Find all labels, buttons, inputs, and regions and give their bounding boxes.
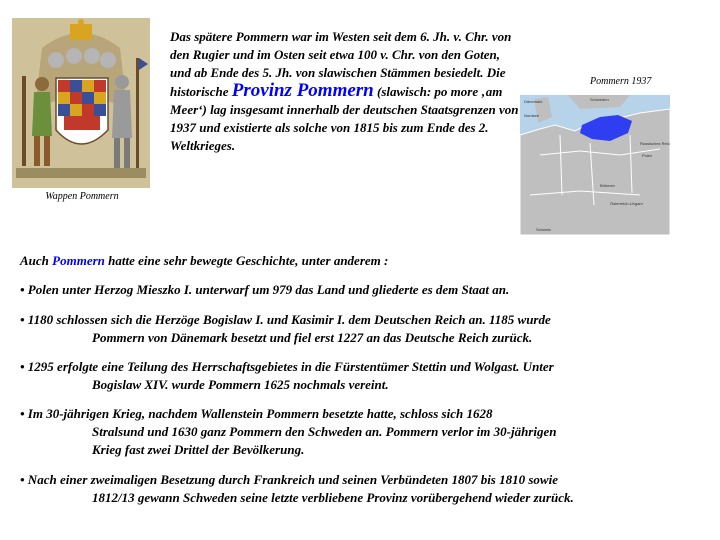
crown-shape <box>70 24 92 40</box>
history-item-continuation: 1812/13 gewann Schweden seine letzte verbliebene Provinz vorübergehend wieder zurück. <box>92 490 574 505</box>
history-item-line: • Im 30-jährigen Krieg, nachdem Wallenstein Pommern besetzte hatte, schloss sich 1628 <box>20 406 493 421</box>
intro-text-before: Das spätere Pommern war im Westen seit dem 6. Jh. v. Chr. von den Rugier und im Osten seit etwa 100 v. Chr. von den Goten, und ab Ende des 5. Jh. von slawischen Stämmen besiedelt. Die historische <box>170 29 512 99</box>
map-label-bohmen: Böhmen <box>600 183 615 188</box>
intro-paragraph <box>170 28 520 155</box>
history-item-continuation: Pommern von Dänemark besetzt und fiel erst 1227 an das Deutsche Reich zurück. <box>92 330 533 345</box>
history-item-line: • Nach einer zweimaligen Besetzung durch Frankreich und seinen Verbündeten 1807 bis 1810 sowie <box>20 472 558 487</box>
history-intro <box>20 253 388 269</box>
ground-shape <box>16 168 146 178</box>
province-title: Provinz Pommern <box>231 80 374 101</box>
crown-top-shape <box>78 19 84 25</box>
history-item <box>20 281 700 299</box>
map-label-schweden: Schweden <box>590 97 609 102</box>
map-label-polen: Polen <box>642 153 653 158</box>
history-item-line: • Polen unter Herzog Mieszko I. unterwarf um 979 das Land und gliederte es dem Staat an. <box>20 282 510 297</box>
history-item <box>20 311 700 347</box>
coat-of-arms-drawing <box>12 18 150 188</box>
history-item-line: • 1180 schlossen sich die Herzöge Bogislaw I. und Kasimir I. dem Deutschen Reich an. 1185 wurde <box>20 312 551 327</box>
history-item-continuation: Stralsund und 1630 ganz Pommern den Schweden an. Pommern verlor im 30-jährigen <box>92 424 557 439</box>
history-item-continuation: Krieg fast zwei Drittel der Bevölkerung. <box>92 442 305 457</box>
intro-text-after: (slawisch: po more ‚am Meer‘) lag insgesamt innerhalb der deutschen Staatsgrenzen von 1937 und existierte als solche von 1815 bis zum Ende des 2. Weltkrieges. <box>170 84 519 153</box>
history-intro-after: hatte eine sehr bewegte Geschichte, unter anderem : <box>104 253 389 268</box>
map-label-danemark: Dänemark <box>524 99 543 104</box>
map-drawing <box>520 95 670 235</box>
history-intro-before: Auch <box>20 253 53 268</box>
history-item <box>20 471 700 507</box>
coat-of-arms-caption: Wappen Pommern <box>45 191 119 202</box>
map-caption: Pommern 1937 <box>590 76 652 87</box>
history-item <box>20 358 700 394</box>
coat-of-arms-image <box>12 18 150 188</box>
history-item <box>20 405 700 459</box>
map-label-nordsee: Nordsee <box>524 113 540 118</box>
map-pommern-1937 <box>520 95 670 235</box>
map-label-osterreich-ungarn: Österreich-Ungarn <box>610 201 643 206</box>
history-item-continuation: Bogislaw XIV. wurde Pommern 1625 nochmals vereint. <box>92 377 389 392</box>
history-pommern-highlight: Pommern <box>52 253 105 268</box>
shield-fields <box>58 80 106 130</box>
history-item-line: • 1295 erfolgte eine Teilung des Herrschaftsgebietes in die Fürstentümer Stettin und Wolgast. Unter <box>20 359 554 374</box>
map-label-schweiz: Schweiz <box>536 227 551 232</box>
map-label-russisches-reich: Russisches Reich <box>640 141 670 146</box>
